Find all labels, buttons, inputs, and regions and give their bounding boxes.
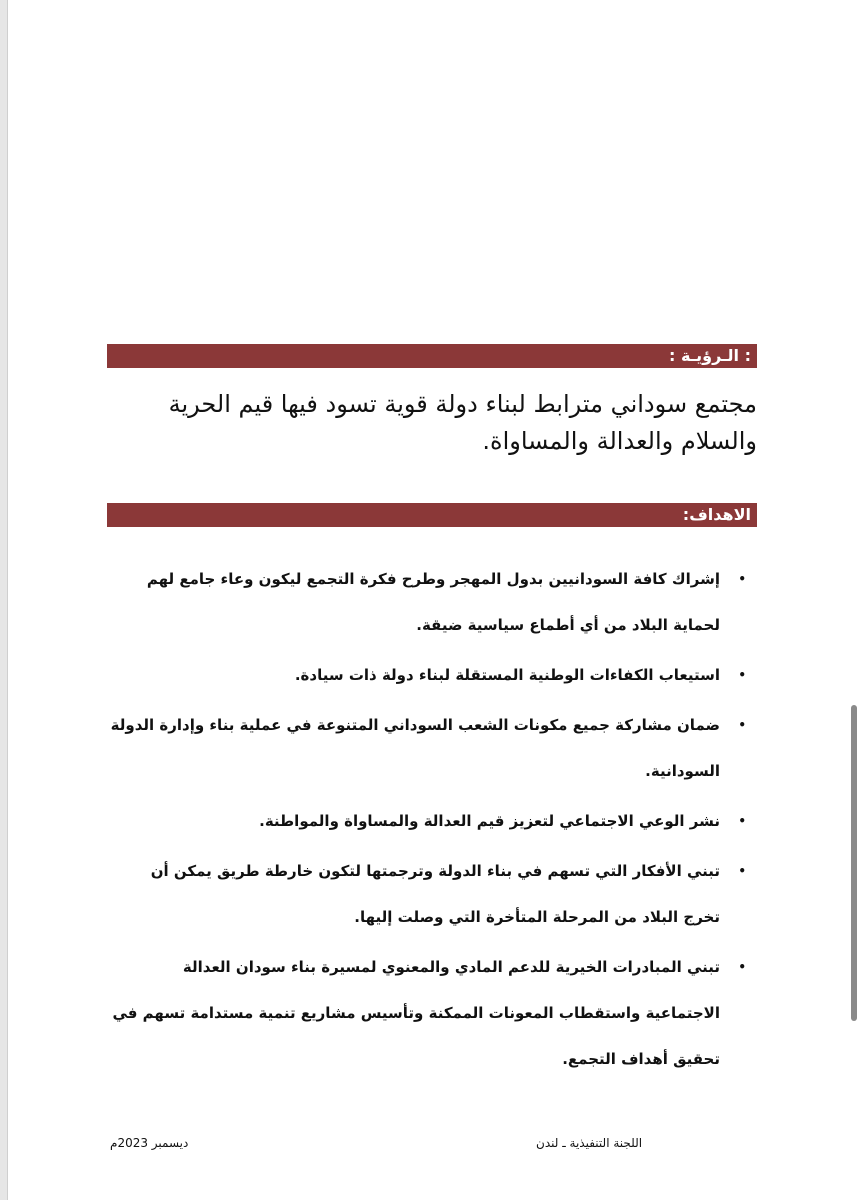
goals-heading: الاهداف: xyxy=(682,505,751,524)
vertical-scrollbar-thumb[interactable] xyxy=(851,705,857,1021)
bullet-icon: • xyxy=(738,668,746,682)
bullet-icon: • xyxy=(738,814,746,828)
goal-text: نشر الوعي الاجتماعي لتعزيز قيم العدالة والمساواة والمواطنة. xyxy=(259,812,720,830)
goal-item xyxy=(110,798,746,844)
bullet-icon: • xyxy=(738,960,746,974)
goal-text: تبني الأفكار التي تسهم في بناء الدولة وترجمتها لتكون خارطة طريق يمكن أن تخرج البلاد من المرحلة المتأخرة التي وصلت إليها. xyxy=(150,862,720,926)
bullet-icon: • xyxy=(738,718,746,732)
vision-heading: : الـرؤيـة : xyxy=(669,346,751,365)
vision-text: مجتمع سوداني مترابط لبناء دولة قوية تسود فيها قيم الحرية والسلام والعدالة والمساواة. xyxy=(168,390,757,455)
goal-item xyxy=(110,652,746,698)
goal-text: تبني المبادرات الخيرية للدعم المادي والمعنوي لمسيرة بناء سودان العدالة الاجتماعية واستقطاب المعونات الممكنة وتأسيس مشاريع تنمية مستدامة تسهم في تحقيق أهداف التجمع. xyxy=(112,958,720,1068)
goal-text: ضمان مشاركة جميع مكونات الشعب السوداني المتنوعة في عملية بناء وإدارة الدولة السودانية. xyxy=(110,716,720,780)
goal-item xyxy=(110,848,746,940)
footer-date: ديسمبر 2023م xyxy=(110,1136,189,1150)
goals-list xyxy=(110,556,746,1086)
goal-item xyxy=(110,944,746,1082)
page-left-edge xyxy=(0,0,8,1200)
goals-heading-bar xyxy=(107,503,757,527)
vision-heading-bar xyxy=(107,344,757,368)
goal-text: إشراك كافة السودانيين بدول المهجر وطرح فكرة التجمع ليكون وعاء جامع لهم لحماية البلاد من أي أطماع سياسية ضيقة. xyxy=(146,570,720,634)
bullet-icon: • xyxy=(738,864,746,878)
goal-text: استيعاب الكفاءات الوطنية المستقلة لبناء دولة ذات سيادة. xyxy=(294,666,720,684)
goal-item xyxy=(110,702,746,794)
footer-committee: اللجنة التنفيذية ـ لندن xyxy=(536,1136,643,1150)
bullet-icon: • xyxy=(738,572,746,586)
goal-item xyxy=(110,556,746,648)
